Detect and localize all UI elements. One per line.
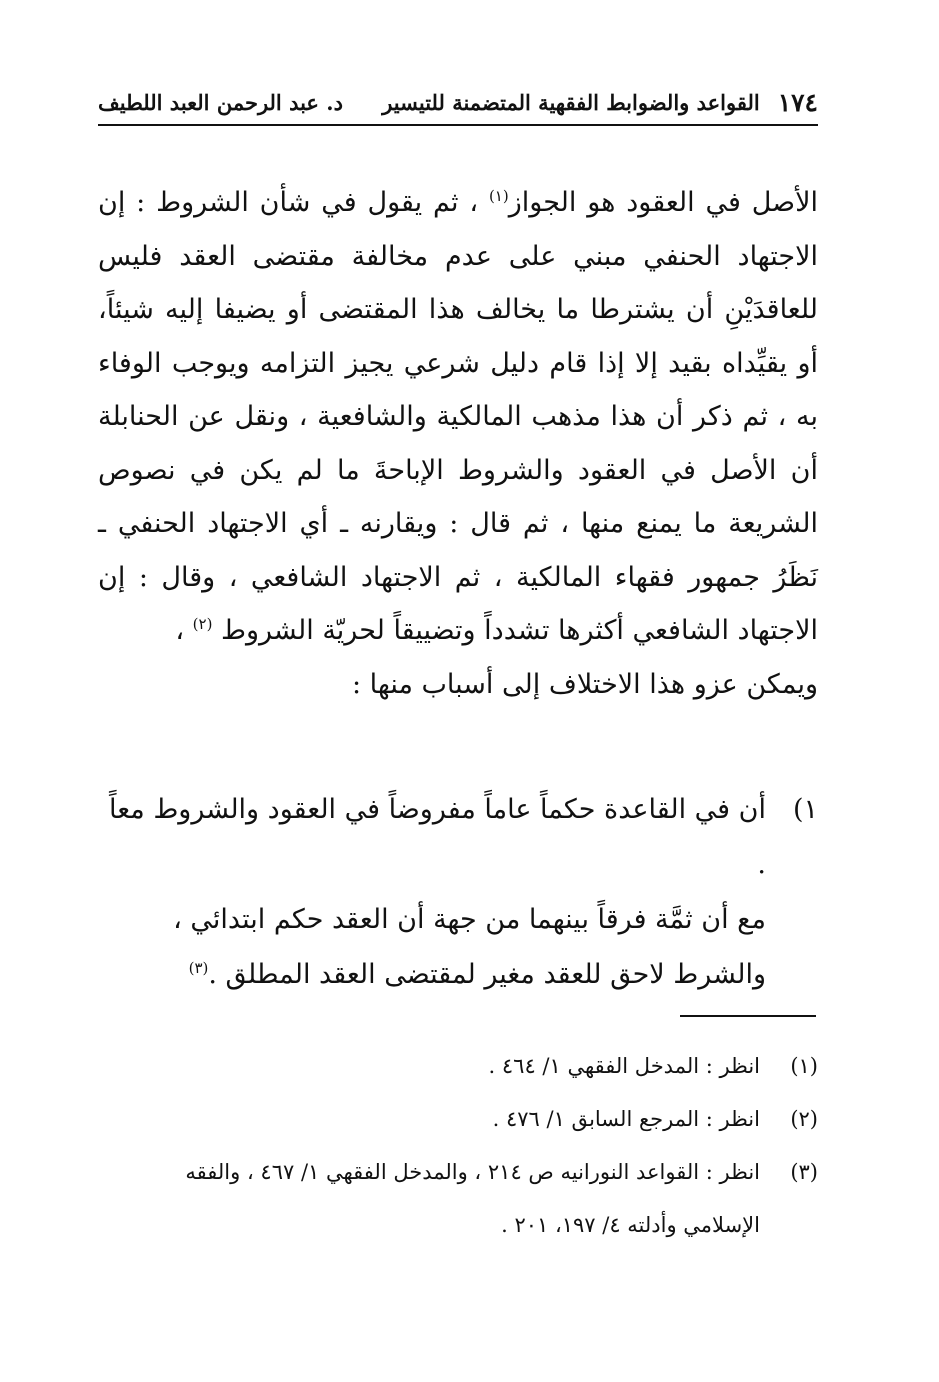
paragraph-1-middle: ، ثم يقول في شأن الشروط : إن الاجتهاد الحنفي مبني على عدم مخالفة مقتضى العقد فليس للعاقدَيْنِ أن يشترطا ما يخالف هذا المقتضى أو يضيفا إليه شيئاً، أو يقيِّداه بقيد إلا إذا قام دليل شرعي يجيز التزامه ويوجب الوفاء به ، ثم ذكر أن هذا مذهب المالكية والشافعية ، ونقل عن الحنابلة أن الأصل في العقود والشروط الإباحةَ ما لم يكن في نصوص الشريعة ما يمنع منها ، ثم قال : ويقارنه ـ أي الاجتهاد الحنفي ـ نَظَرُ جمهور فقهاء المالكية ، ثم الاجتهاد الشافعي ، وقال : إن الاجتهاد الشافعي أكثرها تشدداً وتضييقاً لحريّة الشروط xyxy=(98,187,818,646)
footnote-number: (٣) xyxy=(790,1160,818,1184)
footnote-number: (٢) xyxy=(790,1107,818,1131)
paragraph-1-start: الأصل في العقود هو الجواز xyxy=(508,187,818,218)
paragraph-1-end: ، xyxy=(175,615,193,646)
author-name: د. عبد الرحمن العبد اللطيف xyxy=(98,89,343,115)
footnote-separator xyxy=(680,1015,816,1017)
paragraph-2: ويمكن عزو هذا الاختلاف إلى أسباب منها : xyxy=(351,668,818,700)
footnote-2 xyxy=(98,1093,818,1146)
header-right-group xyxy=(382,88,818,117)
footnotes xyxy=(98,1040,818,1252)
footnote-3 xyxy=(98,1146,818,1199)
footnote-text: انظر : المرجع السابق ١/ ٤٧٦ . xyxy=(492,1107,760,1131)
footnote-ref-1: (١) xyxy=(488,187,509,205)
footnote-ref-2: (٢) xyxy=(192,615,213,633)
list-item-line-2: مع أن ثمَّة فرقاً بينهما من جهة أن العقد حكم ابتدائي ، xyxy=(173,904,766,935)
paragraph-1 xyxy=(98,176,818,658)
list-item-1 xyxy=(98,782,818,1002)
footnote-ref-3: (٣) xyxy=(188,959,209,977)
footnote-text: انظر : القواعد النورانيه ص ٢١٤ ، والمدخل الفقهي ١/ ٤٦٧ ، والفقه xyxy=(185,1160,760,1184)
list-item-line-3 xyxy=(98,947,766,1002)
list-item-line-3-text: والشرط لاحق للعقد مغير لمقتضى العقد المطلق . xyxy=(208,959,766,990)
list-item-line-1: أن في القاعدة حكماً عاماً مفروضاً في العقود والشروط معاً . xyxy=(109,794,766,880)
footnote-number: (١) xyxy=(790,1054,818,1078)
book-title: القواعد والضوابط الفقهية المتضمنة للتيسير xyxy=(382,89,760,115)
footnote-text: انظر : المدخل الفقهي ١/ ٤٦٤ . xyxy=(488,1054,760,1078)
footnote-1 xyxy=(98,1040,818,1093)
list-item-body xyxy=(98,782,766,1002)
footnote-3-continuation: الإسلامي وأدلته ٤/ ١٩٧، ٢٠١ . xyxy=(501,1213,760,1237)
page-number: ١٧٤ xyxy=(777,87,818,117)
main-text xyxy=(98,176,818,711)
list-item-1-row xyxy=(98,782,818,1002)
running-header xyxy=(98,80,818,126)
list-item-number: ١) xyxy=(792,794,818,825)
